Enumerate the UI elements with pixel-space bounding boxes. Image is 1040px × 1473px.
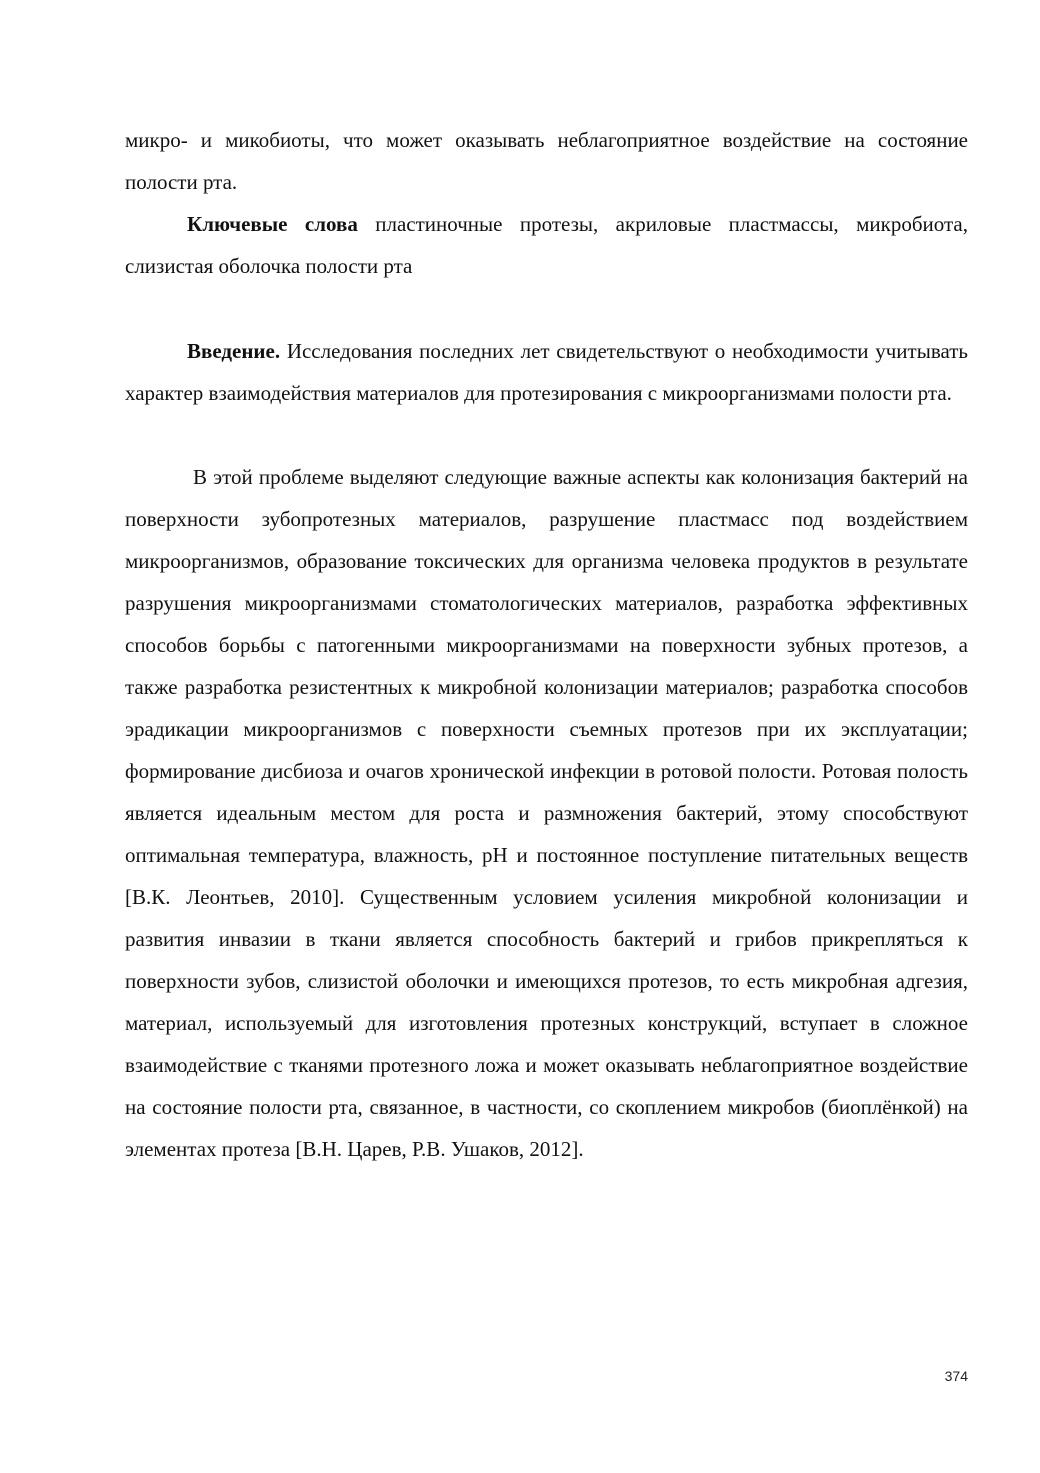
keywords-text: пластиночные протезы, акриловые пластмассы, микробиота, слизистая оболочка полости рта [125, 212, 968, 278]
introduction-label: Введение. [187, 339, 281, 363]
introduction-text: Исследования последних лет свидетельствуют о необходимости учитывать характер взаимодействия материалов для протезирования с микроорганизмами полости рта. [125, 339, 968, 405]
page-number: 374 [944, 1368, 968, 1384]
body-paragraph: В этой проблеме выделяют следующие важные аспекты как колонизация бактерий на поверхности зубопротезных материалов, разрушение пластмасс под воздействием микроорганизмов, образование токсических для организма человека продуктов в результате разрушения микроорганизмами стоматологических материалов, разработка эффективных способов борьбы с патогенными микроорганизмами на поверхности зубных протезов, а также разработка резистентных к микробной колонизации материалов; разработка способов эрадикации микроорганизмов с поверхности съемных протезов при их эксплуатации; формирование дисбиоза и очагов хронической инфекции в ротовой полости. Ротовая полость является идеальным местом для роста и размножения бактерий, этому способствуют оптимальная температура, влажность, pH и постоянное поступление питательных веществ [В.К. Леонтьев, 2010]. Существенным условием усиления микробной колонизации и развития инвазии в ткани является способность бактерий и грибов прикрепляться к поверхности зубов, слизистой оболочки и имеющихся протезов, то есть микробная адгезия, материал, используемый для изготовления протезных конструкций, вступает в сложное взаимодействие с тканями протезного ложа и может оказывать неблагоприятное воздействие на состояние полости рта, связанное, в частности, со скоплением микробов (биоплёнкой) на элементах протеза [В.Н. Царев, Р.В. Ушаков, 2012]. [125, 465, 968, 1161]
introduction-paragraph [125, 330, 968, 414]
keywords-label: Ключевые слова [187, 212, 358, 236]
keywords-paragraph [125, 203, 968, 287]
continuation-paragraph: микро- и микобиоты, что может оказывать неблагоприятное воздействие на состояние полости рта. [125, 128, 968, 194]
